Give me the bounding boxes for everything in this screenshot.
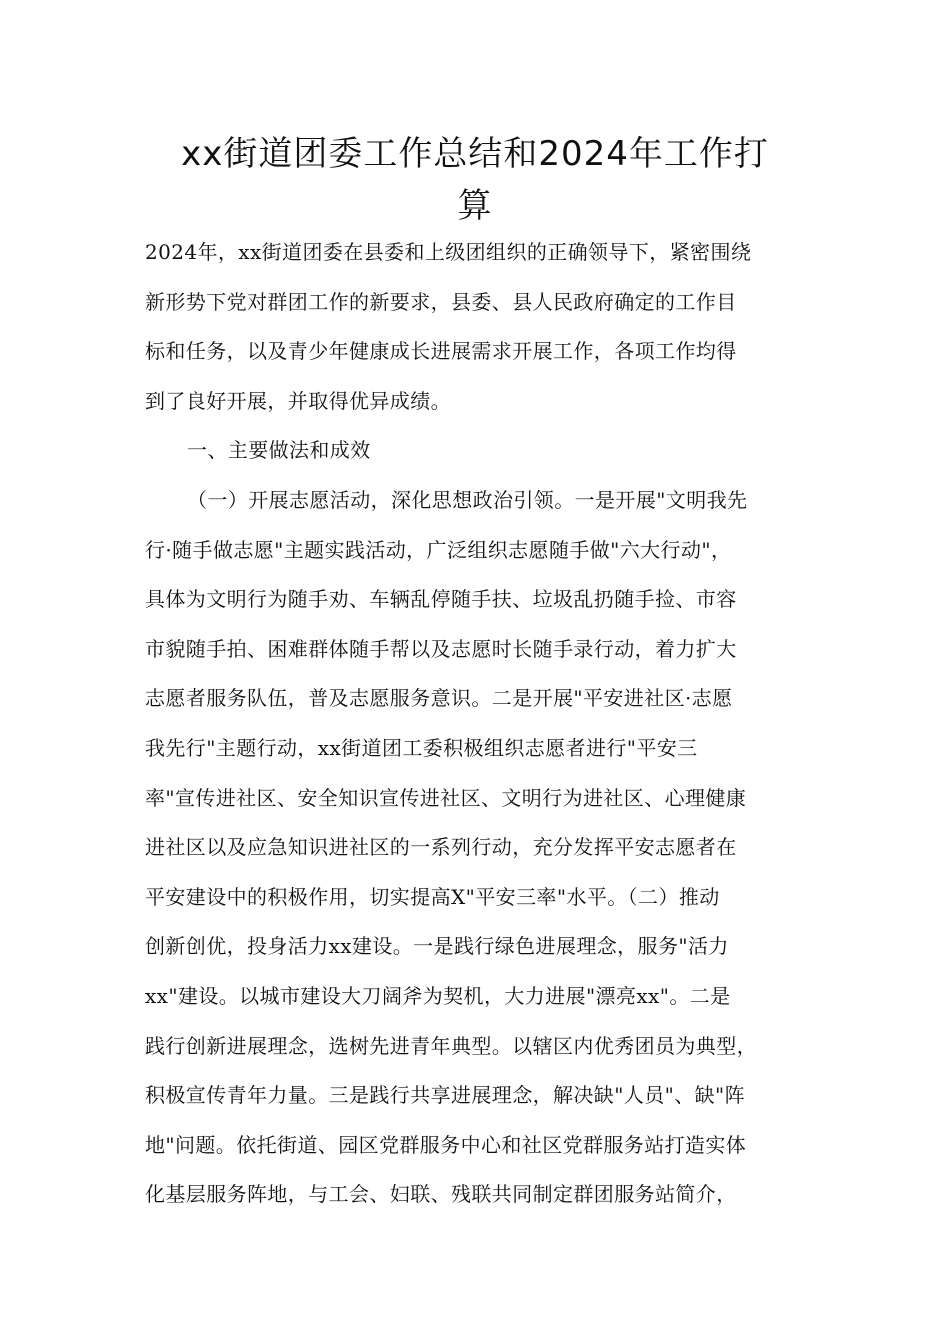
text-line: 平安建设中的积极作用，切实提高X"平安三率"水平。（二）推动 xyxy=(145,884,720,909)
text-line: 化基层服务阵地，与工会、妇联、残联共同制定群团服务站简介， xyxy=(145,1182,737,1207)
document-body xyxy=(145,228,810,1220)
text-line: 创新创优，投身活力xx建设。一是践行绿色进展理念，服务"活力 xyxy=(145,934,729,959)
text-line: （一）开展志愿活动，深化思想政治引领。一是开展"文明我先 xyxy=(187,487,748,512)
intro-paragraph xyxy=(145,228,810,426)
title-line: xx街道团委工作总结和2024年工作打 xyxy=(181,134,769,174)
text-line: 到了良好开展，并取得优异成绩。 xyxy=(145,388,451,413)
text-line: 新形势下党对群团工作的新要求，县委、县人民政府确定的工作目 xyxy=(145,289,737,314)
text-line: 一、主要做法和成效 xyxy=(187,438,371,463)
text-line: 我先行"主题行动，xx街道团工委积极组织志愿者进行"平安三 xyxy=(145,735,698,760)
text-line: 率"宣传进社区、安全知识宣传进社区、文明行为进社区、心理健康 xyxy=(145,785,747,810)
text-line: 地"问题。依托街道、园区党群服务中心和社区党群服务站打造实体 xyxy=(145,1132,747,1157)
text-line: 践行创新进展理念，选树先进青年典型。以辖区内优秀团员为典型， xyxy=(145,1033,757,1058)
text-line: 标和任务，以及青少年健康成长进展需求开展工作，各项工作均得 xyxy=(145,339,737,364)
body-paragraph xyxy=(145,476,810,1220)
text-line: 具体为文明行为随手劝、车辆乱停随手扶、垃圾乱扔随手捡、市容 xyxy=(145,587,737,612)
document-title xyxy=(120,128,830,232)
text-line: 行·随手做志愿"主题实践活动，广泛组织志愿随手做"六大行动"， xyxy=(145,537,732,562)
text-line: 志愿者服务队伍，普及志愿服务意识。二是开展"平安进社区·志愿 xyxy=(145,686,733,711)
section-heading xyxy=(145,426,810,476)
text-line: 2024年，xx街道团委在县委和上级团组织的正确领导下，紧密围绕 xyxy=(145,240,752,264)
text-line: 市貌随手拍、困难群体随手帮以及志愿时长随手录行动，着力扩大 xyxy=(145,636,737,661)
title-line: 算 xyxy=(457,186,493,226)
text-line: 进社区以及应急知识进社区的一系列行动，充分发挥平安志愿者在 xyxy=(145,835,737,860)
text-line: xx"建设。以城市建设大刀阔斧为契机，大力进展"漂亮xx"。二是 xyxy=(145,983,731,1008)
text-line: 积极宣传青年力量。三是践行共享进展理念，解决缺"人员"、缺"阵 xyxy=(145,1083,745,1108)
